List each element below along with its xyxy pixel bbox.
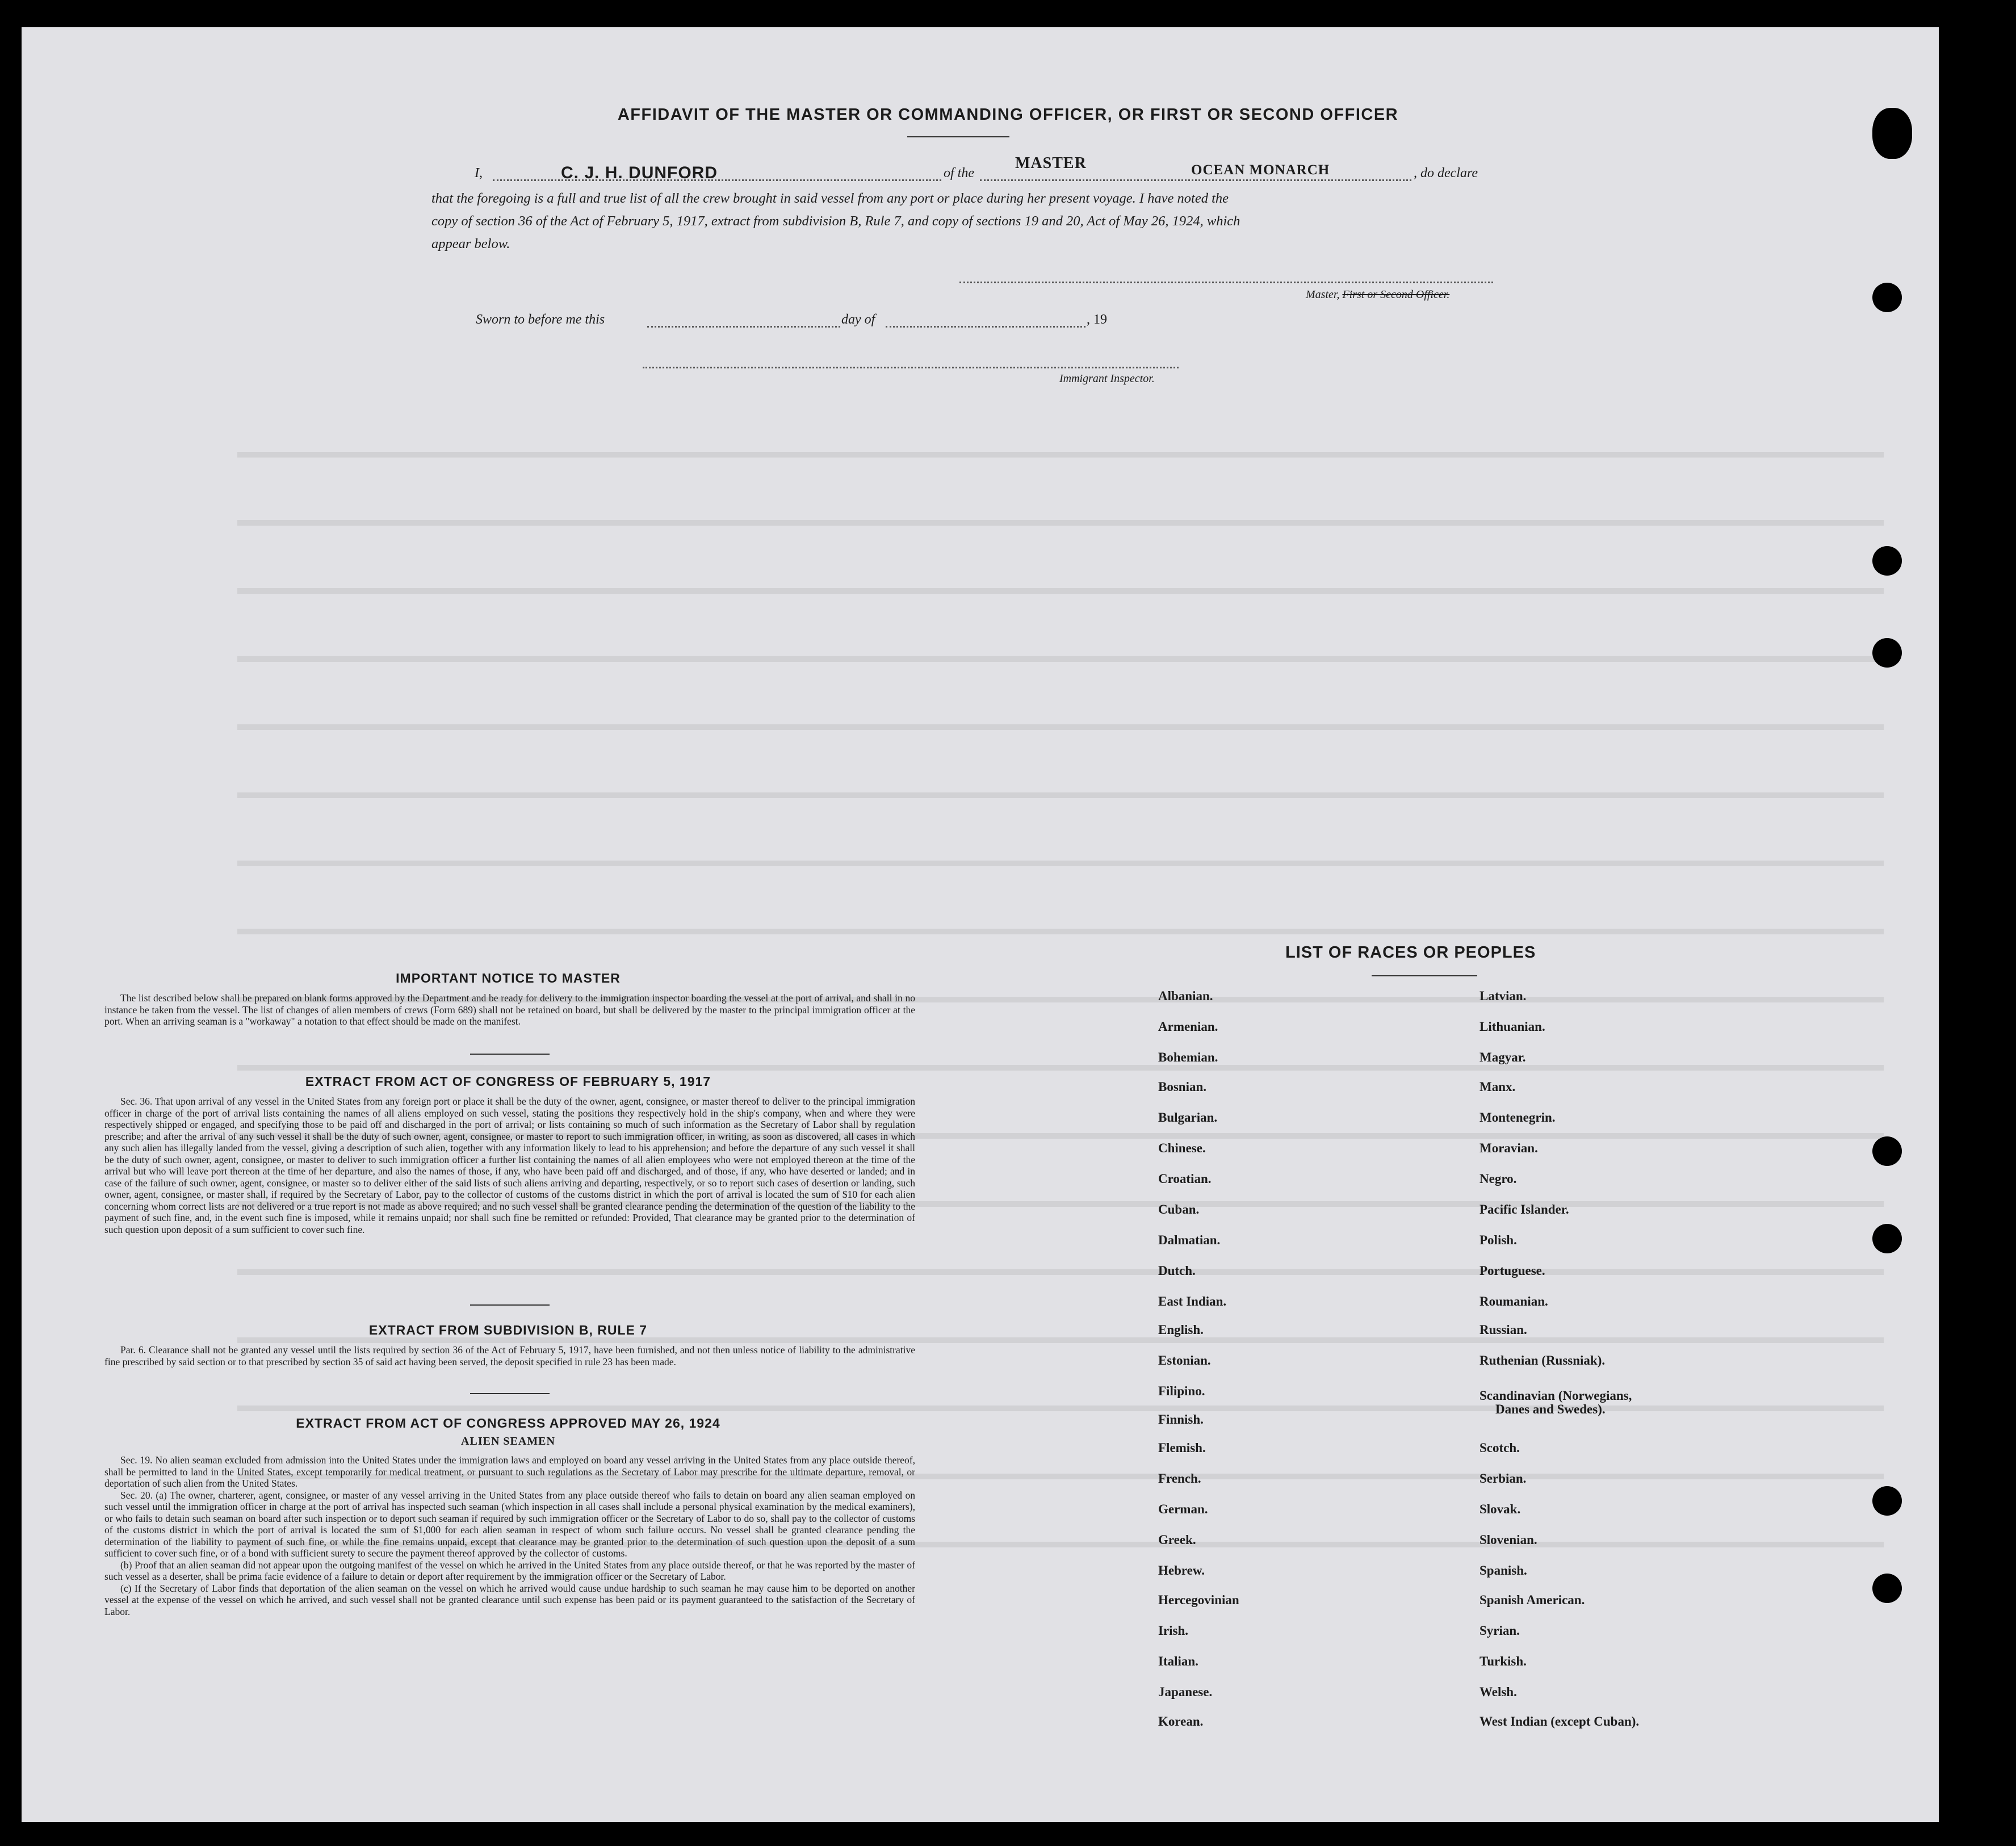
races-rule — [1372, 975, 1477, 976]
race-right-item: Welsh. — [1479, 1685, 1517, 1699]
par-6-paragraph: Par. 6. Clearance shall not be granted any vessel until the lists required by section 36 of the Act of February 5, 1917, have been furnished, and not then unless notice of liability to the administrative fine prescribed by said section or to that prescribed by section 35 of said act having been served, the deposit specified in rule 23 has been made. — [104, 1344, 915, 1367]
race-left-item: Korean. — [1158, 1714, 1204, 1728]
signature-caption — [1306, 288, 1449, 301]
race-right-item: Scotch. — [1479, 1441, 1520, 1455]
race-right-item: Latvian. — [1479, 989, 1527, 1003]
master-name: C. J. H. DUNFORD — [561, 163, 718, 182]
race-right-item: Ruthenian (Russniak). — [1479, 1353, 1606, 1367]
section-rule — [470, 1304, 550, 1306]
race-left-item: Albanian. — [1158, 989, 1213, 1003]
race-left-item: Croatian. — [1158, 1172, 1212, 1186]
punch-hole — [1872, 1574, 1902, 1603]
sworn-day-line[interactable] — [647, 326, 840, 328]
rank-field-line — [980, 179, 1411, 181]
race-right-item: Slovenian. — [1479, 1533, 1537, 1547]
section-rule — [470, 1054, 550, 1055]
race-left-item: Irish. — [1158, 1623, 1189, 1638]
section-rule — [470, 1393, 550, 1394]
race-right-item: West Indian (except Cuban). — [1479, 1714, 1640, 1728]
punch-hole — [1872, 283, 1902, 312]
affidavit-of-the: of the — [944, 166, 974, 181]
affidavit-i: I, — [475, 166, 483, 181]
affidavit-title: AFFIDAVIT OF THE MASTER OR COMMANDING OFFICER, OR FIRST OR SECOND OFFICER — [617, 106, 1399, 124]
race-left-item: Estonian. — [1158, 1353, 1211, 1367]
race-left-item: French. — [1158, 1471, 1201, 1486]
sec-20c-paragraph: (c) If the Secretary of Labor finds that deportation of the alien seaman on the vessel on which he arrived would cause undue hardship to such seaman he may cause him to be deported on another vessel at the expense of the vessel on which he arrived, and such vessel shall not be granted clearance until such expense has been paid or its payment guaranteed to the satisfaction of the Secretary of Labor. — [104, 1582, 915, 1617]
race-right-item: Turkish. — [1479, 1654, 1527, 1668]
notice-text — [104, 992, 915, 1027]
race-left-item: Dutch. — [1158, 1264, 1196, 1278]
caption-master: Master, — [1306, 288, 1340, 301]
extract-1924-text — [104, 1454, 915, 1617]
sec-20b-paragraph: (b) Proof that an alien seaman did not appear upon the outgoing manifest of the vessel on which he arrived in the United States from any place outside thereof, or that he was reported by the master of such vessel as a deserter, shall be prima facie evidence of a failure to detain or deport after requirement by the immigration officer or the Secretary of Labor. — [104, 1559, 915, 1582]
race-right-item: Negro. — [1479, 1172, 1517, 1186]
race-left-item: Bulgarian. — [1158, 1110, 1218, 1125]
alien-seamen-subtitle: ALIEN SEAMEN — [461, 1435, 555, 1448]
race-left-item: Hercegovinian — [1158, 1593, 1239, 1607]
race-left-item: Flemish. — [1158, 1441, 1206, 1455]
extract-1917-text — [104, 1096, 915, 1235]
sec-20a-paragraph: Sec. 20. (a) The owner, charterer, agent, consignee, or master of any vessel arriving in the United States from any place outside thereof who fails to detain on board any alien seaman employed on such vessel until the immigration officer in charge at the port of arrival has inspected such seaman (which inspection in all cases shall include a personal physical examination by the medical examiners), or who fails to detain such seaman on board after such inspection or to deport such seaman if required by such immigration officer or the Secretary of Labor to do so, shall pay to the collector of customs of the customs district in which the port of arrival is located the sum of $1,000 for each alien seaman in respect of whom such failure occurs. No vessel shall be granted clearance pending the determination of the liability to payment of such fine, or while the fine remains unpaid, except that clearance may be granted prior to the determination of such question upon the deposit of a sum sufficient to cover such fine, or of a bond with sufficient surety to secure the payment thereof approved by the collector of customs. — [104, 1489, 915, 1559]
race-left-item: Japanese. — [1158, 1685, 1213, 1699]
punch-hole — [1872, 638, 1902, 668]
rule-7-text — [104, 1344, 915, 1367]
month-line[interactable] — [886, 326, 1085, 328]
punch-hole — [1872, 1136, 1902, 1166]
race-right-item: Manx. — [1479, 1080, 1516, 1094]
race-right-item: Russian. — [1479, 1323, 1527, 1337]
extract-1917-title: EXTRACT FROM ACT OF CONGRESS OF FEBRUARY 5, 1917 — [305, 1074, 711, 1089]
inspector-signature-line[interactable] — [643, 367, 1179, 368]
punch-hole — [1872, 546, 1902, 576]
year-label: , 19 — [1087, 312, 1107, 327]
affidavit-declare: , do declare — [1414, 166, 1478, 181]
title-rule — [907, 136, 1009, 137]
race-right-item: Polish. — [1479, 1233, 1517, 1247]
rank-value: MASTER — [1015, 154, 1087, 172]
punch-hole — [1872, 1486, 1902, 1516]
race-left-item: Bosnian. — [1158, 1080, 1207, 1094]
affidavit-line-3: copy of section 36 of the Act of February 5, 1917, extract from subdivision B, Rule 7, and copy of sections 19 and 20, Act of May 26, 1924, which — [431, 213, 1240, 229]
inspector-caption: Immigrant Inspector. — [1059, 372, 1155, 385]
race-right-item: Danes and Swedes). — [1495, 1402, 1606, 1416]
race-right-item: Slovak. — [1479, 1502, 1521, 1516]
race-right-item: Moravian. — [1479, 1141, 1538, 1155]
extract-1924-title: EXTRACT FROM ACT OF CONGRESS APPROVED MAY 26, 1924 — [296, 1416, 720, 1430]
race-right-item: Roumanian. — [1479, 1294, 1548, 1308]
sec-36-paragraph: Sec. 36. That upon arrival of any vessel in the United States from any foreign port or place it shall be the duty of the owner, agent, consignee, or master thereof to deliver to the principal immigration officer in charge of the port of arrival lists containing the names of all aliens employed on such vessel, stating the positions they respectively hold in the ship's company, when and where they were respectively shipped or engaged, and specifying those to be paid off and discharged in the port of arrival; or lists containing so much of such information as the Secretary of Labor shall by regulation prescribe; and after the arrival of any such vessel it shall be the duty of such owner, agent, consignee, or master to report to such immigration officer, in writing, as soon as discovered, all cases in which any such alien has illegally landed from the vessel, giving a description of such alien, together with any information likely to lead to his apprehension; and before the departure of any such vessel it shall be the duty of such owner, agent, consignee, or master to deliver to such immigration officer a further list containing the names of all alien employees who were not employed thereon at the time of the arrival but who will leave port thereon at the time of her departure, and also the names of those, if any, who have been paid off and discharged, and of those, if any, who have deserted or landed; and in case of the failure of such owner, agent, consignee, or master so to deliver either of the said lists of such aliens arriving and departing, respectively, or so to report such cases of desertion or landing, such owner, agent, consignee, or master shall, if required by the Secretary of Labor, pay to the collector of customs of the customs district in which the port of arrival is located the sum of $10 for each alien concerning whom correct lists are not delivered or a true report is not made as above required; and no such vessel shall be granted clearance pending the determination of the question of the liability to the payment of such fine, and, in the event such fine is imposed, while it remains unpaid; nor shall such fine be remitted or refunded: Provided, That clearance may be granted prior to the determination of such question upon deposit of a sum sufficient to cover such fine. — [104, 1096, 915, 1235]
race-right-item: Syrian. — [1479, 1623, 1520, 1638]
race-right-item: Portuguese. — [1479, 1264, 1545, 1278]
race-left-item: Armenian. — [1158, 1020, 1218, 1034]
race-left-item: East Indian. — [1158, 1294, 1227, 1308]
race-right-item: Lithuanian. — [1479, 1020, 1545, 1034]
punch-hole — [1872, 1224, 1902, 1253]
vessel-name: OCEAN MONARCH — [1191, 162, 1330, 178]
race-right-item: Montenegrin. — [1479, 1110, 1556, 1125]
race-right-item: Serbian. — [1479, 1471, 1527, 1486]
sec-19-paragraph: Sec. 19. No alien seaman excluded from admission into the United States under the immigration laws and employed on board any vessel arriving in the United States from any place outside thereof, shall be permitted to land in the United States, except temporarily for medical treatment, or pursuant to such regulations as the Secretary of Labor may prescribe for the ultimate departure, removal, or deportation of such alien from the United States. — [104, 1454, 915, 1489]
rule-7-title: EXTRACT FROM SUBDIVISION B, RULE 7 — [368, 1323, 648, 1337]
sworn-label: Sworn to before me this — [476, 312, 605, 327]
race-left-item: Cuban. — [1158, 1202, 1200, 1216]
race-left-item: Bohemian. — [1158, 1050, 1218, 1064]
race-right-item: Magyar. — [1479, 1050, 1526, 1064]
affidavit-line-4: appear below. — [431, 236, 510, 251]
race-left-item: Chinese. — [1158, 1141, 1206, 1155]
race-right-item: Spanish American. — [1479, 1593, 1585, 1607]
signature-line[interactable] — [959, 282, 1493, 283]
race-right-item: Spanish. — [1479, 1563, 1527, 1578]
notice-paragraph: The list described below shall be prepared on blank forms approved by the Department and be ready for delivery to the immigration inspector boarding the vessel at the port of arrival, and shall in no instance be taken from the vessel. The list of changes of alien members of crews (Form 689) shall not be retained on board, but shall be delivered by the master to the principal immigration officer at the port. When an arriving seaman is a "workaway" a notation to that effect should be made on the manifest. — [104, 992, 915, 1027]
race-right-item: Pacific Islander. — [1479, 1202, 1569, 1216]
race-right-item: Scandinavian (Norwegians, — [1479, 1388, 1632, 1403]
day-of-label: day of — [841, 312, 875, 327]
affidavit-line-2: that the foregoing is a full and true list of all the crew brought in said vessel from any port or place during her present voyage. I have noted the — [431, 191, 1229, 206]
race-left-item: Finnish. — [1158, 1412, 1204, 1427]
race-left-item: German. — [1158, 1502, 1208, 1516]
race-left-item: Dalmatian. — [1158, 1233, 1221, 1247]
race-left-item: English. — [1158, 1323, 1204, 1337]
race-left-item: Filipino. — [1158, 1384, 1205, 1398]
race-left-item: Hebrew. — [1158, 1563, 1205, 1578]
caption-struck-officer: First or Second Officer. — [1342, 288, 1450, 301]
races-title: LIST OF RACES OR PEOPLES — [1285, 943, 1536, 962]
notice-title: IMPORTANT NOTICE TO MASTER — [396, 971, 621, 985]
race-left-item: Greek. — [1158, 1533, 1196, 1547]
race-left-item: Italian. — [1158, 1654, 1198, 1668]
